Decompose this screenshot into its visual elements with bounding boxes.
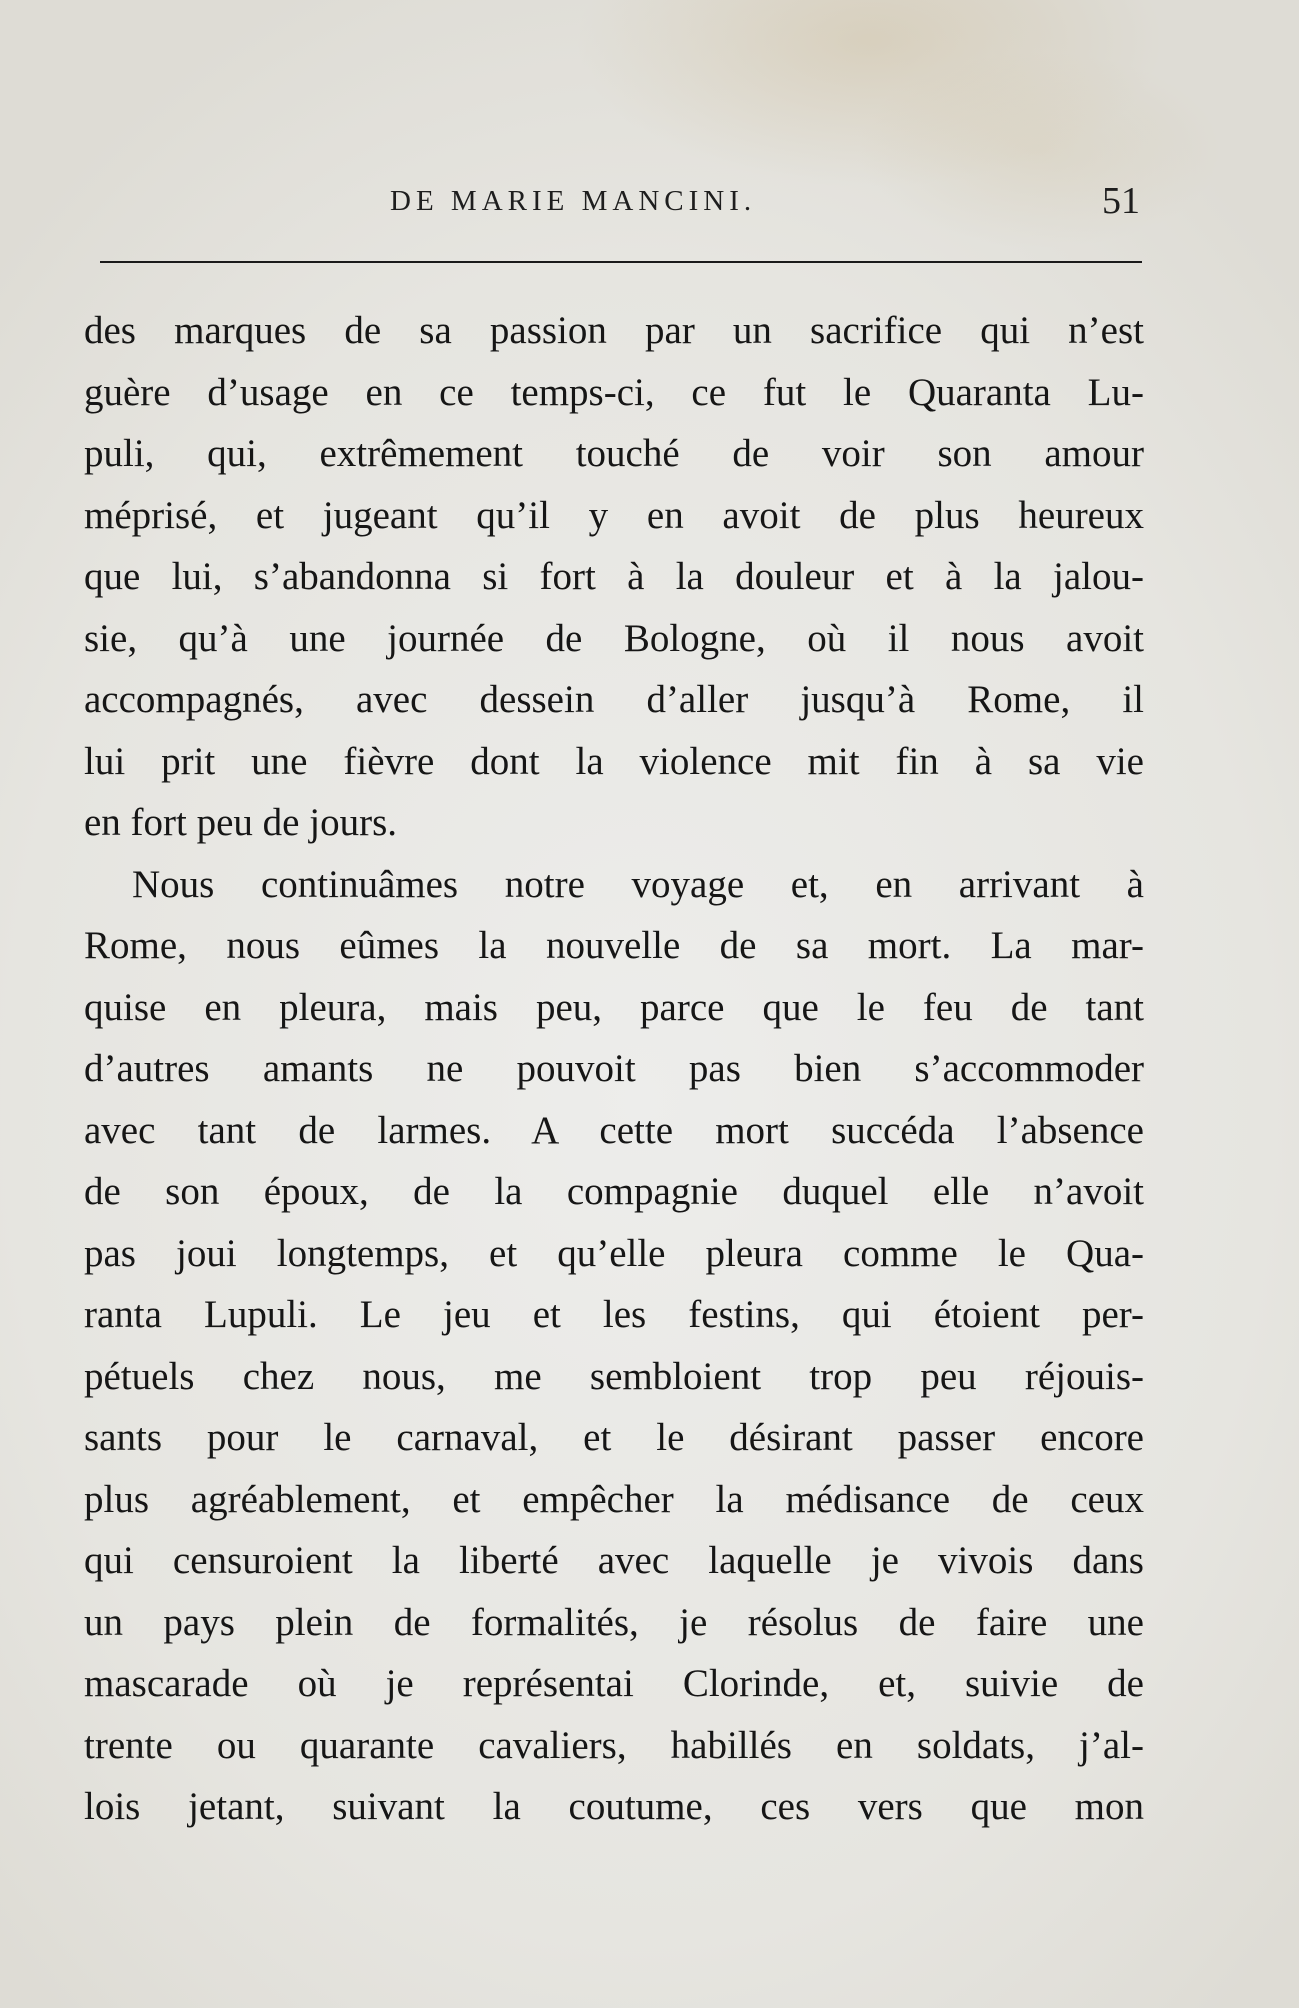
text-line: un pays plein de formalités, je résolus de faire une [84, 1600, 1144, 1644]
text-line: Rome, nous eûmes la nouvelle de sa mort. La mar- [84, 924, 1144, 967]
text-line: des marques de sa passion par un sacrifice qui n’est [84, 309, 1144, 352]
paragraph-start-line: Nous continuâmes notre voyage et, en arrivant à [132, 862, 1144, 906]
text-line: quise en pleura, mais peu, parce que le feu de tant [84, 985, 1144, 1029]
text-line: qui censuroient la liberté avec laquelle je vivois dans [84, 1539, 1144, 1582]
text-line: que lui, s’abandonna si fort à la douleur et à la jalou- [84, 555, 1144, 598]
text-line: guère d’usage en ce temps-ci, ce fut le Quaranta Lu- [84, 370, 1144, 414]
text-line: lui prit une fièvre dont la violence mit fin à sa vie [84, 739, 1144, 783]
text-line: ranta Lupuli. Le jeu et les festins, qui étoient per- [84, 1293, 1144, 1336]
text-line: lois jetant, suivant la coutume, ces vers que mon [84, 1785, 1144, 1828]
text-line: puli, qui, extrêmement touché de voir son amour [84, 432, 1144, 475]
paragraph-end-line: en fort peu de jours. [84, 801, 397, 844]
text-line: de son époux, de la compagnie duquel elle n’avoit [84, 1170, 1144, 1213]
text-line: méprisé, et jugeant qu’il y en avoit de plus heureux [84, 493, 1144, 537]
text-line: plus agréablement, et empêcher la médisance de ceux [84, 1477, 1144, 1521]
page-number: 51 [1102, 180, 1140, 222]
text-line: sie, qu’à une journée de Bologne, où il nous avoit [84, 616, 1144, 660]
text-line: sants pour le carnaval, et le désirant passer encore [84, 1416, 1144, 1459]
text-line: trente ou quarante cavaliers, habillés en soldats, j’al- [84, 1723, 1144, 1767]
text-line: pas joui longtemps, et qu’elle pleura comme le Qua- [84, 1231, 1144, 1275]
text-line: d’autres amants ne pouvoit pas bien s’accommoder [84, 1047, 1144, 1090]
body-text [84, 300, 1144, 1838]
text-line: mascarade où je représentai Clorinde, et, suivie de [84, 1662, 1144, 1705]
page-header [100, 180, 1140, 233]
text-line: pétuels chez nous, me sembloient trop peu réjouis- [84, 1354, 1144, 1398]
header-rule [100, 261, 1142, 263]
text-line: accompagnés, avec dessein d’aller jusqu’à Rome, il [84, 678, 1144, 721]
text-line: avec tant de larmes. A cette mort succéda l’absence [84, 1108, 1144, 1152]
running-title: DE MARIE MANCINI. [390, 185, 757, 217]
